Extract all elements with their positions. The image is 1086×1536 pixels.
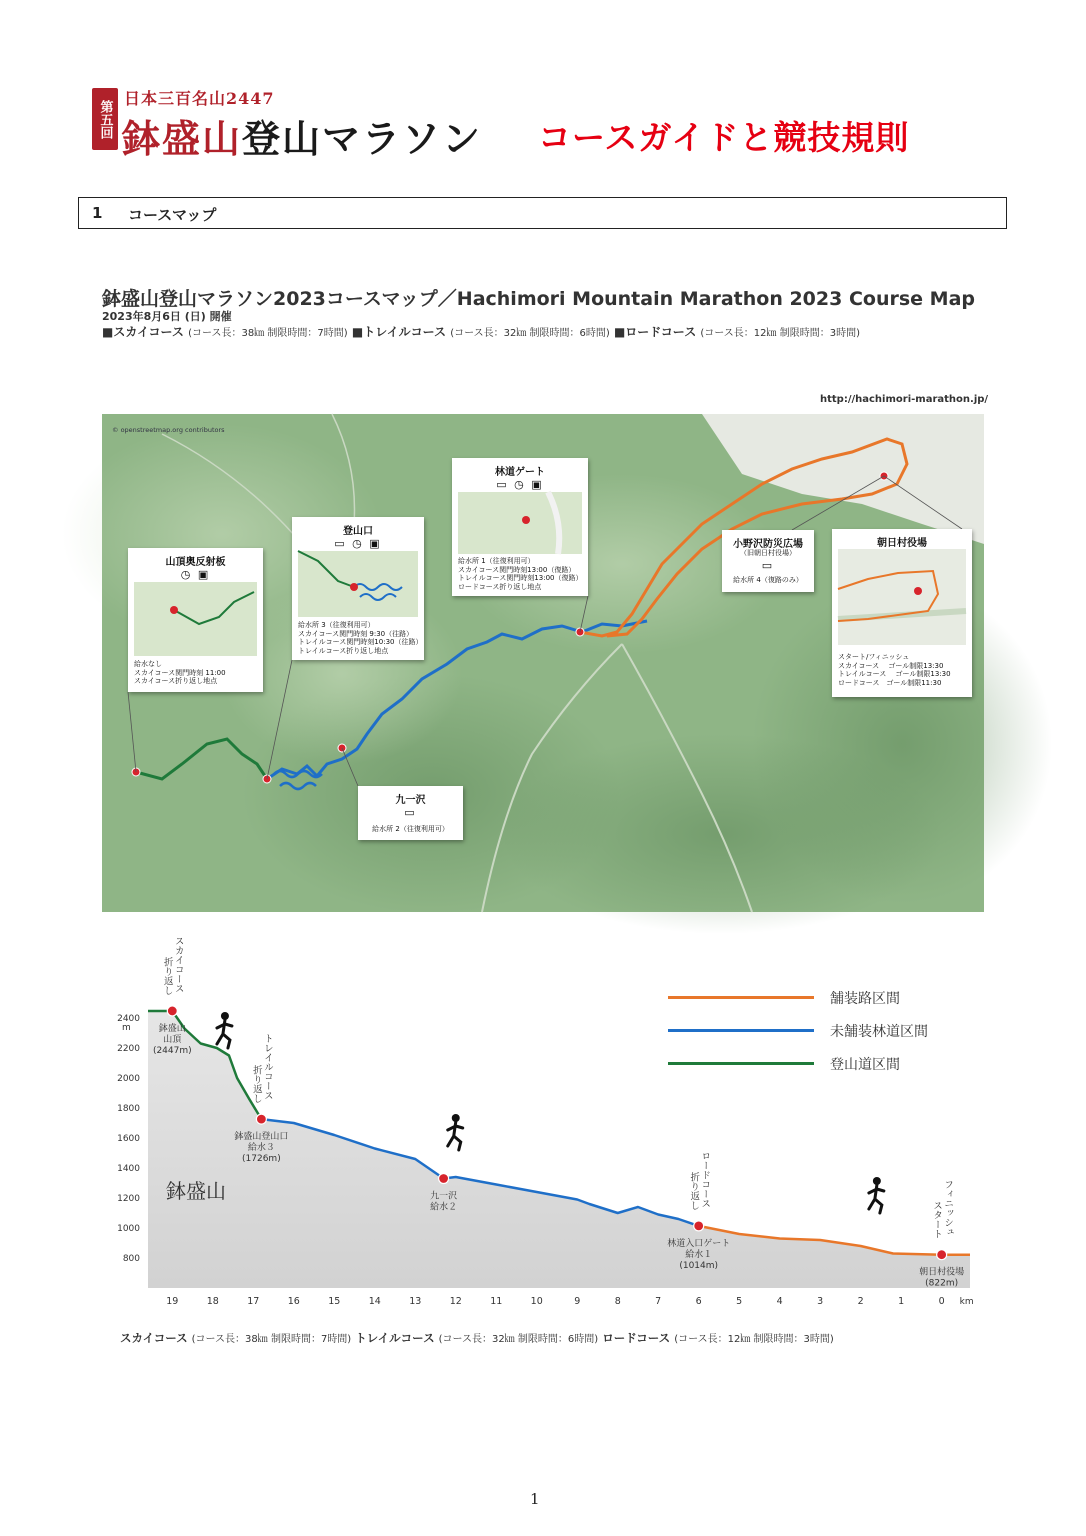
profile-point-label-line: 九一沢 [430,1191,458,1202]
runner-body [448,1122,463,1150]
callout-minimap [458,492,582,554]
callout-icons: ▭ [404,806,417,819]
elevation-profile-svg [100,935,986,1307]
callout-text-0: 給水所 3（往復利用可） [298,621,375,629]
callout-trailhead [292,517,424,660]
profile-marker [694,1221,704,1231]
y-tick-label: 800 [122,1254,140,1264]
callout-text-0: 給水なし [134,660,162,668]
y-tick-label: 2000 [117,1074,140,1084]
caption-detail-road: (コース長：12㎞ 制限時間：3時間) [674,1334,834,1345]
x-tick-label: 2 [857,1296,864,1307]
runner-icon [217,1012,232,1048]
legend-swatch-trail [668,1062,814,1065]
callout-text-3: トレイルコース折り返し地点 [298,646,389,655]
callout-kuichizawa [358,786,463,840]
caption-course-road: ロードコース [602,1331,671,1345]
minimap-svg [458,492,582,554]
callout-text-2: トレイルコース ゴール制限13:30 [838,670,951,678]
x-tick-label: 5 [736,1296,743,1307]
y-tick-label: 2200 [117,1044,140,1054]
course-summary-caption [120,1330,834,1346]
document-title: コースガイドと競技規則 [538,118,910,157]
x-tick-label: 10 [530,1296,543,1307]
x-tick-label: 11 [490,1296,503,1307]
callout-icons: ◷ ▣ [180,568,211,581]
profile-vertical-label: スタート [931,1200,943,1239]
profile-point-label-line: 朝日村役場 [919,1267,965,1278]
map-date: 2023年8月6日 (日) 開催 [102,310,232,323]
x-tick-label: 6 [695,1296,702,1307]
callout-text-0: 給水所 4（復路のみ） [733,576,803,584]
minimap-svg [134,582,257,656]
callout-onozawa [722,530,814,592]
callout-text-3: ロードコース折り返し地点 [458,582,542,591]
callout-text-2: トレイルコース関門時刻10:30（往路） [298,638,423,646]
section-number: 1 [92,204,103,222]
runner-body [217,1020,232,1048]
y-tick-label: 1200 [117,1194,140,1204]
minimap-marker [914,587,922,595]
profile-marker [256,1114,266,1124]
profile-vertical-label: 折り返し [250,1065,262,1104]
logo-main-black: 登山マラソン [242,116,483,161]
callout-title: 山頂奥反射板 [165,557,226,568]
profile-point-label-line: (2447m) [152,1045,192,1056]
y-axis-unit: m [122,1023,131,1033]
profile-vertical-label: トレイルコース [261,1033,273,1101]
profile-vertical-label: 折り返し [688,1171,700,1210]
x-tick-label: 9 [574,1296,581,1307]
course-detail-trail: (コース長：32㎞ 制限時間：6時間) [450,328,610,339]
callout-title: 九一沢 [395,795,426,806]
map-course-list [102,323,860,340]
caption-course-trail: トレイルコース [355,1331,435,1345]
callout-text-3: ロードコース ゴール制限11:30 [838,678,942,687]
x-tick-label: 18 [206,1296,219,1307]
section-heading-box [78,197,1007,229]
minimap-road [548,492,559,554]
y-tick-label: 1000 [117,1224,140,1234]
callout-title: 小野沢防災広場 [733,539,803,550]
x-tick-label: 1 [898,1296,905,1307]
y-tick-label: 1400 [117,1164,140,1174]
legend-swatch-paved [668,996,814,999]
profile-marker [937,1250,947,1260]
x-tick-label: 0 [938,1296,945,1307]
callout-minimap [298,551,418,617]
minimap-svg [838,549,966,645]
y-tick-label: 1800 [117,1104,140,1114]
profile-point-label-line: 給水３ [247,1143,275,1154]
legend-label-paved: 舗装路区間 [830,991,900,1007]
callout-minimap [838,549,966,645]
logo-main [122,108,482,163]
profile-point-label-line: 給水１ [685,1249,713,1260]
callout-text-0: 給水所 1（往復利用可） [458,557,535,565]
callout-text-0: 給水所 2（往復利用可） [372,825,449,833]
profile-vertical-label: スカイコース [172,935,184,993]
profile-point-label-line: (1014m) [679,1260,719,1271]
profile-vertical-label: ロードコース [699,1150,711,1208]
course-detail-road: (コース長：12㎞ 制限時間：3時間) [700,328,860,339]
logo-badge: 第五回 [92,88,118,150]
mountain-label: 鉢盛山 [166,1179,226,1203]
callout-title: 林道ゲート [495,467,545,478]
profile-vertical-label: フィニッシュ [942,1179,954,1237]
y-tick-label: 1600 [117,1134,140,1144]
x-tick-label: 4 [776,1296,783,1307]
x-tick-label: 16 [287,1296,300,1307]
profile-vertical-label: 折り返し [161,956,173,995]
minimap-route [354,584,402,600]
x-axis-unit: km [959,1297,974,1307]
runner-icon [869,1177,884,1213]
callout-text-1: スカイコース ゴール制限13:30 [838,661,944,670]
x-tick-label: 7 [655,1296,662,1307]
map-credit: © openstreetmap.org contributors [112,426,225,434]
elevation-profile [100,935,986,1307]
callout-text-1: スカイコース関門時刻 9:30（往路） [298,629,414,638]
course-name-sky: ■スカイコース [102,325,184,339]
x-tick-label: 19 [166,1296,179,1307]
profile-marker [439,1174,449,1184]
profile-point-label-line: 給水２ [430,1202,458,1213]
callout-text-1: スカイコース関門時刻13:00（復路） [458,565,576,574]
logo-main-red: 鉢盛山 [122,116,243,161]
legend-label-trail: 登山道区間 [830,1057,900,1073]
callout-text-0: スタート/フィニッシュ [838,653,910,661]
callout-title: 登山口 [343,526,373,537]
x-tick-label: 14 [368,1296,381,1307]
runner-body [869,1185,884,1213]
map-title: 鉢盛山登山マラソン2023コースマップ／Hachimori Mountain Marathon 2023 Course Map [102,288,975,310]
course-name-road: ■ロードコース [613,325,697,339]
callout-asahi-village-office [832,529,972,697]
course-name-trail: ■トレイルコース [351,325,446,339]
caption-detail-trail: (コース長：32㎞ 制限時間：6時間) [438,1334,599,1345]
minimap-marker [170,606,178,614]
profile-point-label-line: (822m) [925,1278,959,1289]
profile-point-label-line: 鉢盛山 [158,1023,186,1034]
profile-point-label-line: (1726m) [242,1154,281,1165]
profile-point-label [919,1266,964,1289]
x-tick-label: 3 [817,1296,824,1307]
legend-swatch-unpaved [668,1029,814,1032]
callout-forest-gate [452,458,588,596]
profile-marker [167,1006,177,1016]
caption-course-sky: スカイコース [120,1331,188,1345]
profile-point-label-line: 林道入口ゲート [667,1238,731,1249]
legend-label-unpaved: 未舗装林道区間 [830,1024,928,1040]
profile-point-label [430,1190,457,1213]
x-tick-label: 15 [328,1296,341,1307]
callout-icons: ▭ [761,559,775,572]
minimap-route [298,551,354,587]
y-tick-label: 2400 [117,1014,140,1024]
callout-icons: ▭ ◷ ▣ [334,537,382,550]
callout-text-2: スカイコース折り返し地点 [134,677,218,685]
page-number: 1 [530,1490,540,1508]
caption-detail-sky: (コース長：38㎞ 制限時間：7時間) [191,1334,352,1345]
course-map [102,414,984,912]
profile-point-label-line: 鉢盛山登山口 [234,1132,289,1143]
minimap-route [174,592,254,624]
x-tick-label: 12 [449,1296,462,1307]
map-url: http://hachimori-marathon.jp/ [820,394,989,405]
callout-text-1: スカイコース関門時刻 11:00 [134,668,226,677]
logo-subtitle: 日本三百名山2447 [124,89,275,108]
callout-text-2: トレイルコース関門時刻13:00（復路） [458,574,583,582]
callout-summit-reflector [128,548,263,692]
minimap-svg [298,551,418,617]
runner-icon [448,1114,463,1150]
callout-title: 朝日村役場 [877,538,927,549]
callout-minimap [134,582,257,656]
x-tick-label: 17 [247,1296,260,1307]
x-tick-label: 8 [614,1296,621,1307]
minimap-marker [522,516,530,524]
x-tick-label: 13 [409,1296,422,1307]
profile-point-label-line: 山頂 [163,1034,182,1045]
minimap-marker [350,583,358,591]
callout-subtitle: （旧朝日村役場） [740,549,796,557]
course-detail-sky: (コース長：38㎞ 制限時間：7時間) [188,328,348,339]
section-title: コースマップ [128,206,217,224]
callout-icons: ▭ ◷ ▣ [496,478,544,491]
